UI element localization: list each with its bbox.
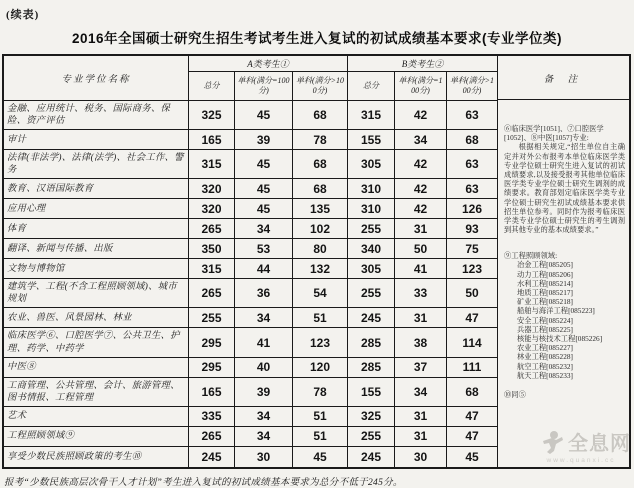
score-cell: 102 — [293, 219, 348, 238]
score-cell: 31 — [395, 219, 447, 238]
score-cell: 285 — [348, 358, 395, 377]
score-cell: 245 — [348, 308, 395, 327]
table-row — [4, 279, 497, 308]
score-cell: 41 — [235, 328, 293, 356]
score-cell: 165 — [189, 130, 235, 149]
score-cell: 120 — [293, 358, 348, 377]
score-cell: 45 — [235, 101, 293, 129]
engineering-field-item: 冶金工程[085205] — [517, 260, 573, 270]
degree-name-cell: 金融、应用统计、税务、国际商务、保险、资产评估 — [4, 101, 189, 129]
score-cell: 68 — [465, 384, 479, 399]
degree-name-cell: 文物与博物馆 — [4, 259, 189, 278]
table-row — [4, 427, 497, 447]
engineering-field-item: 船舶与海洋工程[085223] — [517, 306, 595, 316]
score-cell: 165 — [189, 378, 235, 406]
watermark-site-name: 全息网 — [568, 433, 631, 455]
score-cell: 265 — [189, 279, 235, 307]
degree-name-cell: 农业、兽医、风景园林、林业 — [4, 308, 189, 327]
score-requirements-table — [2, 54, 631, 469]
watermark-site-url: www.quanxi.cc — [546, 457, 616, 464]
score-cell: 335 — [189, 407, 235, 426]
remark-clinical-medicine-body: 根据相关规定,“招生单位自主确定并对外公布报考本单位临床医学类专业学位硕士研究生进入复试的初试成绩要求,以及接受报考其他单位临床医学类专业学位硕士研究生调剂的成绩要求。教育部划定临床医学类专业学位硕士研究生初试成绩基本要求供招生单位参考。同时作为报考临床医学类专业学位硕士研究生的考生调剂到其他专业的基本成绩要求。” — [504, 142, 625, 235]
score-cell: 54 — [293, 279, 348, 307]
score-cell: 31 — [395, 427, 447, 446]
table-row — [4, 328, 497, 357]
score-cell: 34 — [235, 427, 293, 446]
score-cell: 68 — [293, 179, 348, 198]
degree-name-cell: 工程照顾领域⑨ — [4, 427, 189, 446]
score-cell: 50 — [395, 239, 447, 258]
score-cell: 315 — [348, 101, 395, 129]
score-cell: 295 — [189, 328, 235, 356]
score-cell: 310 — [348, 199, 395, 218]
remarks-content — [498, 100, 629, 467]
score-cell: 36 — [235, 279, 293, 307]
score-cell: 41 — [395, 259, 447, 278]
degree-name-cell: 体育 — [4, 219, 189, 238]
score-cell: 78 — [293, 130, 348, 149]
score-cell: 320 — [189, 199, 235, 218]
degree-name-cell: 中医⑧ — [4, 358, 189, 377]
engineering-field-item: 安全工程[085224] — [517, 315, 573, 325]
column-group-a-candidates: A类考生① — [189, 56, 348, 72]
score-cell: 315 — [189, 150, 235, 178]
remark-clinical-medicine-title: ⑥临床医学[1051]、⑦口腔医学[1052]、⑧中医[1057]专业: — [504, 124, 604, 143]
engineering-field-item: 农业工程[085227] — [517, 343, 573, 353]
score-cell: 42 — [395, 150, 447, 178]
score-cell: 45 — [235, 199, 293, 218]
score-cell: 33 — [395, 279, 447, 307]
score-cell: 44 — [235, 259, 293, 278]
score-cell: 305 — [348, 259, 395, 278]
degree-name-cell: 艺术 — [4, 407, 189, 426]
score-cell: 39 — [235, 378, 293, 406]
degree-name-cell: 教育、汉语国际教育 — [4, 179, 189, 198]
score-cell: 325 — [189, 101, 235, 129]
score-cell: 51 — [293, 427, 348, 446]
score-cell: 34 — [235, 407, 293, 426]
score-cell: 75 — [465, 241, 479, 256]
score-cell: 47 — [465, 409, 479, 424]
degree-name-cell: 享受少数民族照顾政策的考生⑩ — [4, 447, 189, 467]
score-cell: 93 — [465, 221, 479, 236]
score-cell: 340 — [348, 239, 395, 258]
score-cell: 255 — [189, 308, 235, 327]
column-header-a-total: 总分 — [189, 72, 235, 100]
column-header-a-single-gt100: 单科(满分>100分) — [293, 72, 348, 100]
table-row — [4, 378, 497, 407]
score-cell: 45 — [235, 150, 293, 178]
table-row — [4, 130, 497, 150]
table-row — [4, 308, 497, 328]
continued-table-label: (续表) — [6, 9, 40, 21]
score-cell: 47 — [465, 310, 479, 325]
engineering-list — [504, 260, 625, 379]
score-cell: 63 — [465, 157, 479, 172]
score-cell: 34 — [395, 378, 447, 406]
degree-name-cell: 应用心理 — [4, 199, 189, 218]
score-cell: 37 — [395, 358, 447, 377]
score-cell: 45 — [465, 449, 479, 464]
table-row — [4, 179, 497, 199]
score-cell: 132 — [293, 259, 348, 278]
engineering-field-item: 地质工程[085217] — [517, 288, 573, 297]
degree-name-cell: 工商管理、公共管理、会计、旅游管理、图书情报、工程管理 — [4, 378, 189, 406]
score-cell: 47 — [465, 429, 479, 444]
score-cell: 34 — [235, 219, 293, 238]
column-header-b-total: 总分 — [348, 72, 395, 100]
column-header-degree-name: 专业学位名称 — [4, 56, 189, 100]
document-title: 2016年全国硕士研究生招生考试考生进入复试的初试成绩基本要求(专业学位类) — [71, 31, 563, 46]
score-cell: 285 — [348, 328, 395, 356]
score-cell: 155 — [348, 378, 395, 406]
score-cell: 310 — [348, 179, 395, 198]
table-header — [4, 56, 497, 101]
score-cell: 31 — [395, 407, 447, 426]
degree-name-cell: 审计 — [4, 130, 189, 149]
score-cell: 42 — [395, 179, 447, 198]
score-cell: 255 — [348, 219, 395, 238]
column-header-b-single-gt100: 单科(满分>100分) — [449, 76, 495, 95]
score-cell: 31 — [395, 308, 447, 327]
score-cell: 68 — [293, 101, 348, 129]
score-cell: 305 — [348, 150, 395, 178]
remark-engineering-fields — [504, 251, 625, 380]
table-row — [4, 407, 497, 427]
score-cell: 325 — [348, 407, 395, 426]
score-cell: 51 — [293, 308, 348, 327]
engineering-field-item: 航空工程[085232] — [517, 361, 573, 371]
score-cell: 68 — [465, 132, 479, 147]
score-cell: 350 — [189, 239, 235, 258]
column-header-b-single-100: 单科(满分=100分) — [395, 72, 447, 100]
score-cell: 63 — [465, 108, 479, 123]
degree-name-cell: 临床医学⑥、口腔医学⑦、公共卫生、护理、药学、中药学 — [4, 328, 189, 356]
score-cell: 245 — [348, 447, 395, 467]
table-body — [4, 101, 497, 467]
engineering-field-item: 林业工程[085228] — [517, 352, 573, 362]
score-cell: 53 — [235, 239, 293, 258]
score-cell: 63 — [465, 181, 479, 196]
score-cell: 111 — [462, 360, 482, 375]
score-cell: 42 — [395, 199, 447, 218]
engineering-field-item: 核能与核技术工程[085226] — [517, 333, 603, 343]
table-row — [4, 358, 497, 378]
score-cell: 51 — [293, 407, 348, 426]
score-cell: 40 — [235, 358, 293, 377]
score-cell: 39 — [235, 130, 293, 149]
engineering-field-item: 兵器工程[085225] — [517, 324, 573, 334]
engineering-field-item: 动力工程[085206] — [517, 269, 573, 279]
score-cell: 245 — [189, 447, 235, 467]
score-cell: 30 — [235, 447, 293, 467]
table-row — [4, 239, 497, 259]
remark-engineering-title: ⑨工程照顾领域: — [504, 251, 558, 261]
score-cell: 34 — [395, 130, 447, 149]
score-cell: 315 — [189, 259, 235, 278]
score-cell: 123 — [293, 328, 348, 356]
score-cell: 265 — [189, 219, 235, 238]
score-cell: 265 — [189, 427, 235, 446]
score-cell: 30 — [395, 447, 447, 467]
score-cell: 38 — [395, 328, 447, 356]
remark-same-as-note: ⑩同⑤ — [504, 389, 526, 399]
column-header-remarks: 备 注 — [498, 56, 629, 100]
table-row — [4, 150, 497, 179]
score-cell: 50 — [465, 286, 479, 301]
engineering-field-item: 水利工程[085214] — [517, 278, 573, 288]
table-row — [4, 219, 497, 239]
score-cell: 123 — [461, 261, 483, 276]
engineering-field-item: 矿业工程[085218] — [517, 297, 573, 307]
score-cell: 114 — [462, 335, 482, 350]
table-row — [4, 259, 497, 279]
engineering-field-item: 航天工程[085233] — [517, 370, 573, 380]
table-row — [4, 199, 497, 219]
score-cell: 255 — [348, 279, 395, 307]
score-cell: 126 — [461, 201, 483, 216]
degree-name-cell: 翻译、新闻与传播、出版 — [4, 239, 189, 258]
table-left-section — [4, 56, 497, 467]
remarks-column — [497, 56, 629, 467]
table-row — [4, 101, 497, 130]
score-cell: 80 — [293, 239, 348, 258]
score-cell: 155 — [348, 130, 395, 149]
score-cell: 34 — [235, 308, 293, 327]
column-header-a-single-100: 单科(满分=100分) — [235, 72, 293, 100]
degree-name-cell: 法律(非法学)、法律(法学)、社会工作、警务 — [4, 150, 189, 178]
score-cell: 45 — [235, 179, 293, 198]
score-cell: 68 — [293, 150, 348, 178]
score-cell: 78 — [293, 378, 348, 406]
score-cell: 135 — [293, 199, 348, 218]
degree-name-cell: 建筑学、工程(不含工程照顾领域)、城市规划 — [4, 279, 189, 307]
footer-note: 报考“少数民族高层次骨干人才计划”考生进入复试的初试成绩基本要求为总分不低于245分。 — [4, 477, 403, 488]
score-cell: 255 — [348, 427, 395, 446]
score-cell: 42 — [395, 101, 447, 129]
table-row — [4, 447, 497, 467]
column-group-b-candidates: B类考生② — [348, 56, 497, 72]
score-cell: 320 — [189, 179, 235, 198]
score-cell: 45 — [293, 447, 348, 467]
score-cell: 295 — [189, 358, 235, 377]
